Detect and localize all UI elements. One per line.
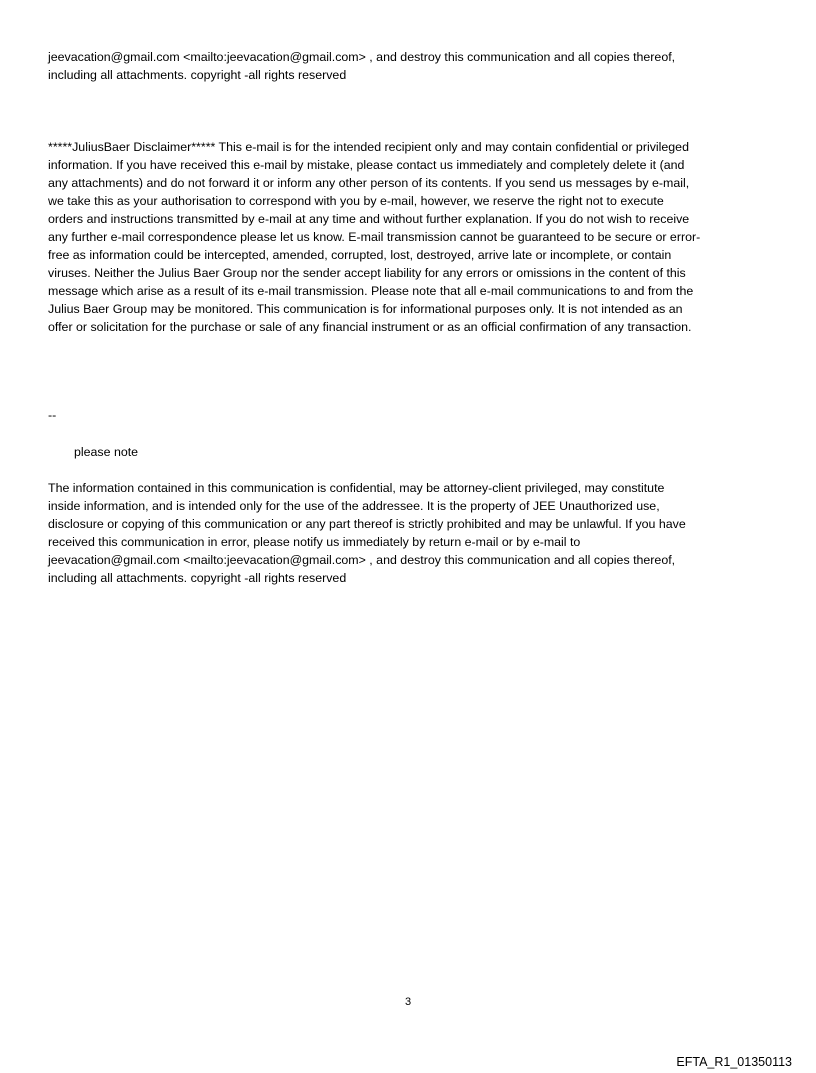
- info-line-6: including all attachments. copyright -all rights reserved: [48, 571, 347, 585]
- disclaimer-line-4: we take this as your authorisation to correspond with you by e-mail, however, we reserve the right not to execute: [48, 194, 664, 208]
- disclaimer-line-8: viruses. Neither the Julius Baer Group nor the sender accept liability for any errors or omissions in the content of this: [48, 266, 686, 280]
- info-line-1: The information contained in this communication is confidential, may be attorney-client privileged, may constitute: [48, 481, 665, 495]
- disclaimer-line-3: any attachments) and do not forward it or inform any other person of its contents. If you send us messages by e-mail,: [48, 176, 690, 190]
- disclaimer-line-11: offer or solicitation for the purchase or sale of any financial instrument or as an official confirmation of any transaction.: [48, 320, 692, 334]
- disclaimer-line-9: message which arise as a result of its e-mail transmission. Please note that all e-mail communications to and from the: [48, 284, 694, 298]
- disclaimer-line-10: Julius Baer Group may be monitored. This communication is for informational purposes only. It is not intended as an: [48, 302, 683, 316]
- top-confidentiality-fragment: [48, 48, 776, 84]
- top-line-2: including all attachments. copyright -all rights reserved: [48, 68, 347, 82]
- julius-baer-disclaimer: [48, 138, 776, 336]
- top-line-1: jeevacation@gmail.com <mailto:jeevacation@gmail.com> , and destroy this communication and all copies thereof,: [48, 50, 676, 64]
- disclaimer-line-7: free as information could be intercepted, amended, corrupted, lost, destroyed, arrive late or incomplete, or contain: [48, 248, 672, 262]
- info-line-4: received this communication in error, please notify us immediately by return e-mail or by e-mail to: [48, 535, 581, 549]
- info-line-5: jeevacation@gmail.com <mailto:jeevacation@gmail.com> , and destroy this communication and all copies thereof,: [48, 553, 676, 567]
- bates-number: EFTA_R1_01350113: [676, 1055, 792, 1069]
- info-line-2: inside information, and is intended only for the use of the addressee. It is the property of JEE Unauthorized use,: [48, 499, 660, 513]
- disclaimer-line-6: any further e-mail correspondence please let us know. E-mail transmission cannot be guaranteed to be secure or error-: [48, 230, 701, 244]
- signature-separator: --: [48, 408, 57, 422]
- disclaimer-line-5: orders and instructions transmitted by e-mail at any time and without further explanation. If you do not wish to receive: [48, 212, 690, 226]
- disclaimer-line-2: information. If you have received this e-mail by mistake, please contact us immediately and completely delete it (and: [48, 158, 685, 172]
- info-line-3: disclosure or copying of this communication or any part thereof is strictly prohibited and may be unlawful. If you have: [48, 517, 686, 531]
- disclaimer-line-1: *****JuliusBaer Disclaimer***** This e-mail is for the intended recipient only and may contain confidential or privileged: [48, 140, 689, 154]
- confidentiality-notice: [48, 479, 776, 587]
- page-number: 3: [404, 996, 412, 1008]
- note-heading: please note: [74, 445, 139, 459]
